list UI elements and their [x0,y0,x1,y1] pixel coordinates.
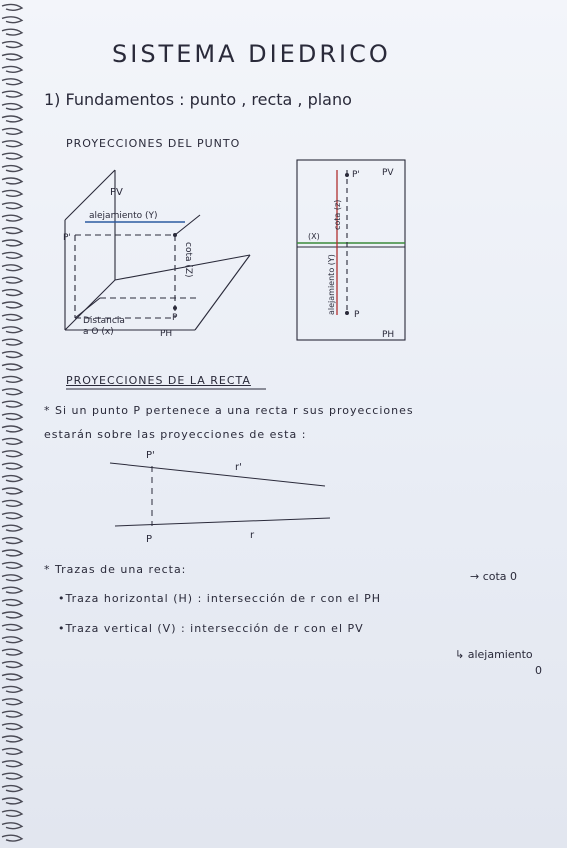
spiral-ring [2,66,22,72]
underline [66,387,266,391]
spiral-ring [2,240,22,246]
spiral-ring [2,500,22,506]
fig1-p-label: P [172,313,178,323]
spiral-ring [2,215,22,221]
spiral-ring [2,748,22,754]
paragraph-line-1: * Si un punto P pertenece a una recta r sus proyecciones [44,404,414,417]
spiral-ring [2,810,22,816]
spiral-ring [2,525,22,531]
spiral-ring [2,314,22,320]
spiral-ring [2,823,22,829]
spiral-ring [2,513,22,519]
spiral-ring [2,277,22,283]
spiral-ring [2,376,22,382]
fig3-p-prime-label: P' [146,450,155,461]
spiral-ring [2,662,22,668]
fig2-p-label: P [354,310,360,320]
spiral-ring [2,265,22,271]
spiral-ring [2,699,22,705]
spiral-ring [2,29,22,35]
spiral-ring [2,637,22,643]
spiral-ring [2,352,22,358]
fig3-r-label: r [250,530,255,541]
trazas-heading: * Trazas de una recta: [44,563,187,576]
spiral-ring [2,17,22,23]
spiral-ring [2,724,22,730]
spiral-ring [2,4,22,10]
spiral-ring [2,104,22,110]
fig1-p-prime-label: P' [63,233,71,243]
note-alejamiento: ↳ alejamiento [455,648,533,661]
fig1-alejamiento-label: alejamiento (Y) [89,211,158,221]
spiral-ring [2,327,22,333]
spiral-ring [2,674,22,680]
fig1-ph-label: PH [160,329,173,339]
note-alejamiento-zero: 0 [535,664,542,677]
spiral-ring [2,835,22,841]
spiral-ring [2,438,22,444]
spiral-ring [2,153,22,159]
spiral-ring [2,252,22,258]
spiral-ring [2,451,22,457]
subsection-proyecciones-punto: PROYECCIONES DEL PUNTO [66,137,241,150]
spiral-ring [2,624,22,630]
fig2-pv-label: PV [382,168,394,178]
spiral-ring [2,798,22,804]
fig3-r-prime-label: r' [235,462,242,473]
spiral-ring [2,42,22,48]
spiral-ring [2,389,22,395]
figure-line-projection [100,448,340,548]
spiral-ring [2,773,22,779]
spiral-ring [2,339,22,345]
spiral-ring [2,190,22,196]
fig2-cota-label: cota (z) [333,199,342,230]
spiral-ring [2,786,22,792]
spiral-ring [2,538,22,544]
spiral-ring [2,612,22,618]
spiral-ring [2,550,22,556]
fig2-p-prime-label: P' [352,170,360,180]
fig3-p-label: P [146,534,153,545]
fig1-pv-label: PV [110,187,123,198]
note-cota: → cota 0 [470,570,518,583]
spiral-ring [2,302,22,308]
spiral-binding [0,0,30,848]
subsection-proyecciones-recta: PROYECCIONES DE LA RECTA [66,374,251,387]
page-title: SISTEMA DIEDRICO [112,40,391,68]
figure-3d-point-projection [55,160,255,345]
fig2-ph-label: PH [382,330,395,340]
spiral-ring [2,116,22,122]
figure-2d-point-projection [292,155,412,345]
spiral-ring [2,488,22,494]
spiral-ring [2,178,22,184]
spiral-ring [2,401,22,407]
paragraph-line-2: estarán sobre las proyecciones de esta : [44,428,307,441]
spiral-ring [2,575,22,581]
spiral-ring [2,426,22,432]
spiral-ring [2,79,22,85]
section-heading-fundamentos: 1) Fundamentos : punto , recta , plano [44,90,352,109]
spiral-ring [2,562,22,568]
spiral-ring [2,587,22,593]
spiral-ring [2,290,22,296]
traza-vertical: •Traza vertical (V) : intersección de r con el PV [58,622,364,635]
spiral-ring [2,228,22,234]
traza-horizontal: •Traza horizontal (H) : intersección de r con el PH [58,592,381,605]
spiral-ring [2,649,22,655]
spiral-ring [2,736,22,742]
spiral-ring [2,364,22,370]
spiral-ring [2,128,22,134]
spiral-ring [2,600,22,606]
spiral-ring [2,203,22,209]
fig1-distancia-label: Distancia [83,316,125,326]
spiral-ring [2,141,22,147]
fig2-x-label: (X) [308,232,320,241]
spiral-ring [2,761,22,767]
spiral-ring [2,476,22,482]
fig2-alejamiento-label: alejamiento (Y) [327,254,336,315]
spiral-ring [2,463,22,469]
spiral-ring [2,91,22,97]
spiral-ring [2,686,22,692]
spiral-ring [2,711,22,717]
fig1-cota-label: cota (Z) [183,242,193,278]
fig1-distancia2-label: a O (x) [83,327,114,337]
spiral-ring [2,166,22,172]
spiral-ring [2,414,22,420]
spiral-ring [2,54,22,60]
